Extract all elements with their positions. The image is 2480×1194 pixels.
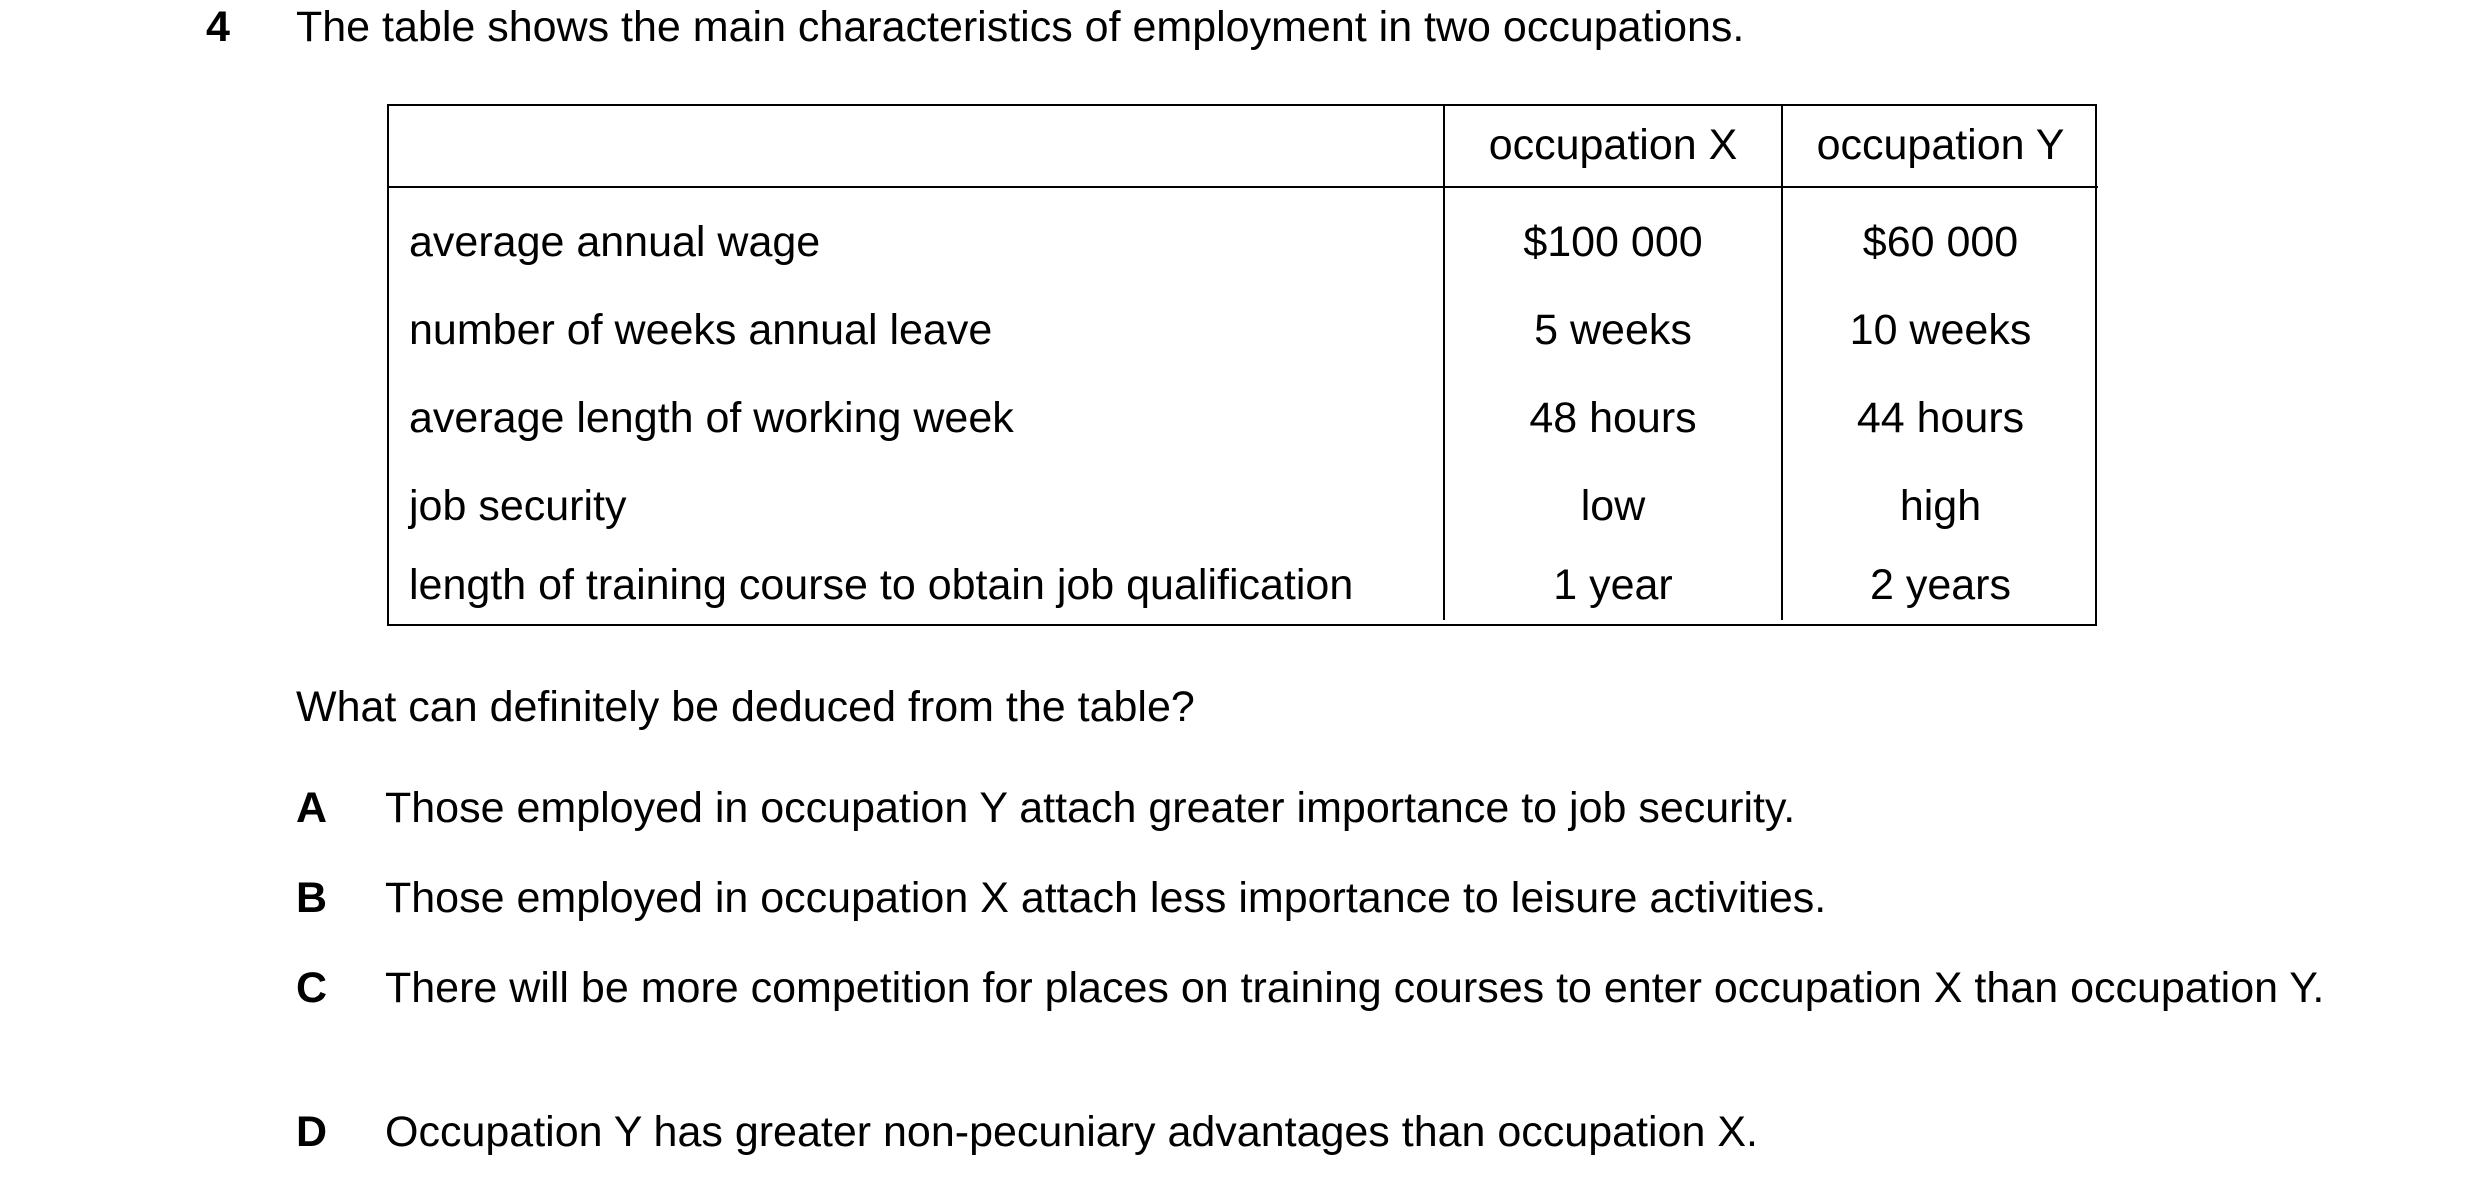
occupation-x-value: $100 000 <box>1444 187 1782 286</box>
occupation-y-value: 10 weeks <box>1782 286 2098 374</box>
table-header-row <box>387 104 2098 187</box>
question-prompt: What can definitely be deduced from the table? <box>296 683 1195 731</box>
table-row <box>387 550 2098 620</box>
column-header-occupation-y: occupation Y <box>1782 104 2098 187</box>
option-letter: D <box>296 1108 328 1156</box>
occupation-x-value: 5 weeks <box>1444 286 1782 374</box>
row-label: average annual wage <box>409 218 821 266</box>
question-stem: The table shows the main characteristics of employment in two occupations. <box>296 3 1745 51</box>
table-row <box>387 286 2098 374</box>
occupation-x-value: 48 hours <box>1444 374 1782 462</box>
row-label: average length of working week <box>409 394 1014 442</box>
question-number: 4 <box>206 3 230 51</box>
column-header-occupation-x: occupation X <box>1444 104 1782 187</box>
option-text: Those employed in occupation Y attach greater importance to job security. <box>385 784 1796 832</box>
option-text: Occupation Y has greater non-pecuniary advantages than occupation X. <box>385 1108 1758 1156</box>
option-letter: C <box>296 964 328 1012</box>
row-label: length of training course to obtain job qualification <box>409 561 1354 609</box>
option-text: There will be more competition for places on training courses to enter occupation X than occupation Y. <box>385 964 2325 1012</box>
occupation-x-value: low <box>1444 462 1782 550</box>
table-row <box>387 462 2098 550</box>
occupation-y-value: $60 000 <box>1782 187 2098 286</box>
option-letter: B <box>296 874 328 922</box>
table-row <box>387 187 2098 286</box>
option-text: Those employed in occupation X attach less importance to leisure activities. <box>385 874 1827 922</box>
occupation-y-value: high <box>1782 462 2098 550</box>
option-letter: A <box>296 784 328 832</box>
row-label: job security <box>409 482 627 530</box>
table-corner-cell <box>387 104 1444 187</box>
row-label: number of weeks annual leave <box>409 306 993 354</box>
occupation-y-value: 2 years <box>1782 550 2098 620</box>
occupation-y-value: 44 hours <box>1782 374 2098 462</box>
occupation-x-value: 1 year <box>1444 550 1782 620</box>
occupation-table <box>387 104 2098 620</box>
table-row <box>387 374 2098 462</box>
